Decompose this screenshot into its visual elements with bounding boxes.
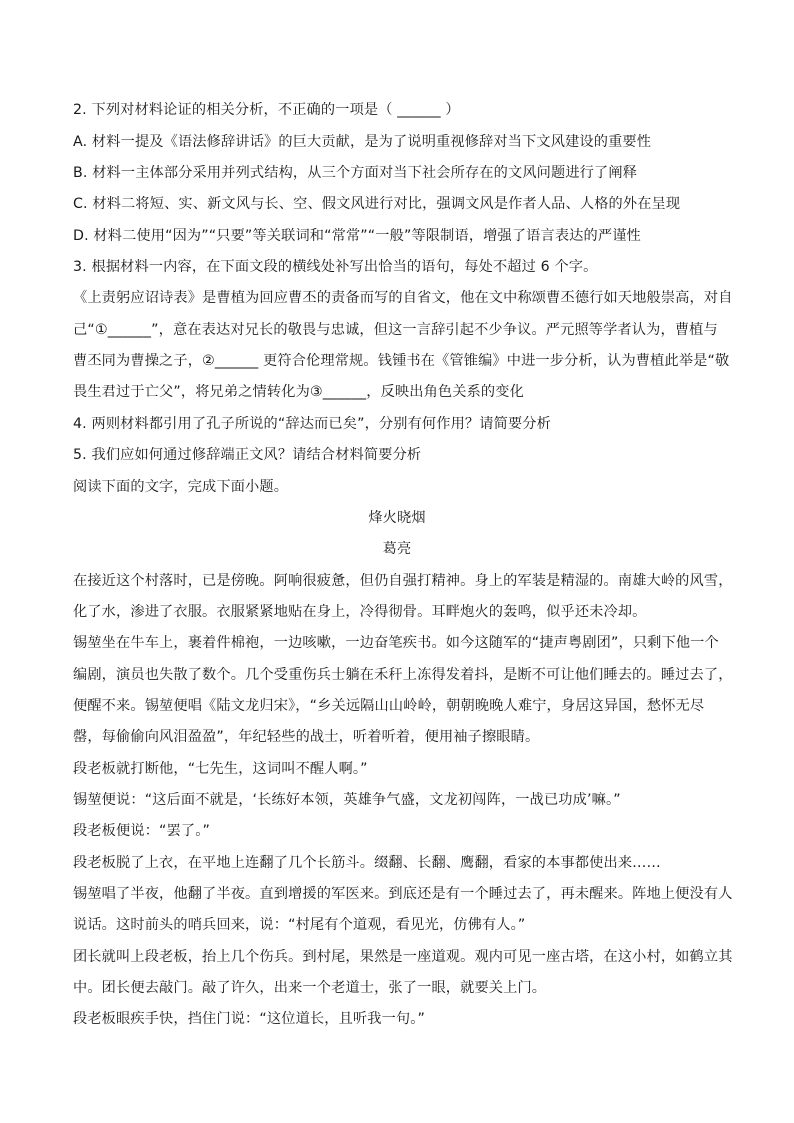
story-line: 段老板眼疾手快，挡住门说：“这位道长，且听我一句。” <box>73 1011 426 1027</box>
story-line: 罄，每偷偷向风泪盈盈”，年纪轻些的战士，听着听着，便用袖子擦眼睛。 <box>73 729 540 745</box>
story-line: 便醒不来。锡堃便唱《陆文龙归宋》，“乡关远隔山山岭岭，朝朝晚晚人难宁，身居这异国，愁怀无尽 <box>73 698 705 714</box>
question-4: 4. 两则材料都引用了孔子所说的“辞达而已矣”，分别有何作用？请简要分析 <box>73 416 551 432</box>
story-line: 锡堃唱了半夜，他翻了半夜。直到增援的军医来。到底还是有一个睡过去了，再未醒来。阵地上便没有人 <box>73 886 733 902</box>
story-line: 在接近这个村落时，已是傍晚。阿响很疲惫，但仍自强打精神。身上的军装是精湿的。南雄大岭的风雪， <box>73 573 733 589</box>
story-line: 锡堃坐在牛车上，裹着件棉袍，一边咳嗽，一边奋笔疾书。如今这随军的“捷声粤剧团”，只剩下他一个 <box>73 635 719 651</box>
story-title: 烽火晓烟 <box>368 510 426 526</box>
question-2-option-d: D. 材料二使用“因为”“只要”等关联词和“常常”“一般”等限制语，增强了语言表达的严谨性 <box>73 228 641 244</box>
question-3-passage-line: 曹丕同为曹操之子，②______ 更符合伦理常规。钱锺书在《管锥编》中进一步分析，认为曹植此举是“敬 <box>73 353 730 369</box>
story-line: 段老板就打断他，“七先生，这词叫不醒人啊。” <box>73 761 368 777</box>
question-3-passage-line: 畏生君过于亡父”，将兄弟之情转化为③______，反映出角色关系的变化 <box>73 384 524 400</box>
question-3-passage-line: 己“①______”，意在表达对兄长的敬畏与忠诚，但这一言辞引起不少争议。严元照等学者认为，曹植与 <box>73 322 718 338</box>
story-line: 说话。这时前头的哨兵回来，说：“村尾有个道观，看见光，仿佛有人。” <box>73 917 526 933</box>
question-2-stem: 2. 下列对材料论证的相关分析，不正确的一项是（ ______ ） <box>73 102 460 118</box>
reading-instruction: 阅读下面的文字，完成下面小题。 <box>73 479 289 495</box>
story-line: 中。团长便去敲门。敲了许久，出来一个老道士，张了一眼，就要关上门。 <box>73 980 547 996</box>
story-author: 葛亮 <box>382 541 412 557</box>
question-2-option-b: B. 材料一主体部分采用并列式结构，从三个方面对当下社会所存在的文风问题进行了阐释 <box>73 165 638 181</box>
question-5: 5. 我们应如何通过修辞端正文风？请结合材料简要分析 <box>73 447 422 463</box>
question-2-option-c: C. 材料二将短、实、新文风与长、空、假文风进行对比，强调文风是作者人品、人格的外在呈现 <box>73 196 681 212</box>
story-line: 化了水，渗进了衣服。衣服紧紧地贴在身上，冷得彻骨。耳畔炮火的轰鸣，似乎还未冷却。 <box>73 604 647 620</box>
question-3-passage-line: 《上责躬应诏诗表》是曹植为回应曹丕的责备而写的自省文，他在文中称颂曹丕德行如天地般崇高，对自 <box>73 290 733 306</box>
question-3-stem: 3. 根据材料一内容，在下面文段的横线处补写出恰当的语句，每处不超过 6 个字。 <box>73 259 598 275</box>
story-line: 编剧，演员也失散了数个。几个受重伤兵士躺在禾秆上冻得发着抖，是断不可让他们睡去的。睡过去了， <box>73 667 733 683</box>
story-line: 团长就叫上段老板，抬上几个伤兵。到村尾，果然是一座道观。观内可见一座古塔，在这小村，如鹤立其 <box>73 949 733 965</box>
question-2-option-a: A. 材料一提及《语法修辞讲话》的巨大贡献，是为了说明重视修辞对当下文风建设的重要性 <box>73 134 652 150</box>
story-line: 锡堃便说：“这后面不就是，‘长练好本领，英雄争气盛，文龙初闯阵，一战已功成’嘛。” <box>73 792 621 808</box>
story-line: 段老板便说：“罢了。” <box>73 823 210 839</box>
story-line: 段老板脱了上衣，在平地上连翻了几个长筋斗。缀翻、长翻、鹰翻，看家的本事都使出来…… <box>73 855 661 871</box>
